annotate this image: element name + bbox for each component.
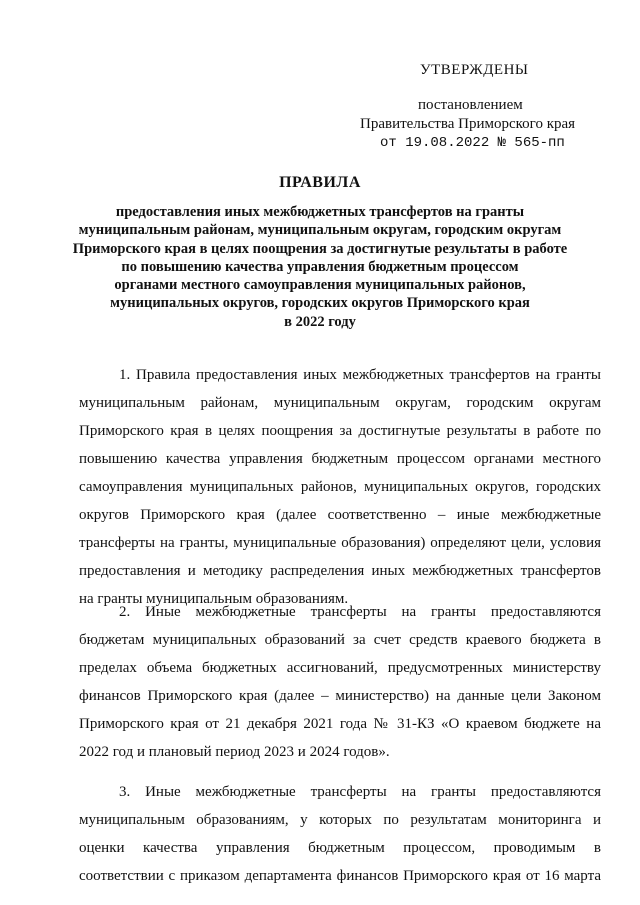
paragraph-line: округов Приморского края (далее соответственно – иные межбюджетные	[79, 507, 601, 523]
paragraph-line: бюджетам муниципальных образований за счет средств краевого бюджета в	[79, 632, 601, 648]
paragraph-line: трансферты на гранты, муниципальные образования) определяют цели, условия	[79, 535, 601, 551]
paragraph-line: 2022 год и плановый период 2023 и 2024 годов».	[79, 744, 390, 760]
approval-government-label: Правительства Приморского края	[360, 116, 576, 132]
subtitle-line: в 2022 году	[284, 313, 356, 330]
subtitle-line: муниципальных округов, городских округов Приморского края	[110, 295, 530, 312]
paragraph-line: на гранты муниципальным образованиям.	[79, 591, 349, 607]
paragraph-line: повышению качества управления бюджетным процессом органами местного	[79, 451, 601, 467]
approval-number: от 19.08.2022 № 565-пп	[380, 135, 565, 151]
paragraph-line: Приморского края в целях поощрения за достигнутые результаты в работе по	[79, 423, 601, 439]
paragraph-line: муниципальным образованиям, у которых по результатам мониторинга и	[79, 812, 601, 828]
approval-resolution-label: постановлением	[418, 97, 523, 113]
paragraph-line: предоставления и методику распределения иных межбюджетных трансфертов	[79, 563, 601, 579]
paragraph-line: пределах объема бюджетных ассигнований, предусмотренных министерству	[79, 660, 601, 676]
subtitle-line: по повышению качества управления бюджетным процессом	[121, 258, 519, 275]
paragraph-line: Приморского края от 21 декабря 2021 года № 31-КЗ «О краевом бюджете на	[79, 716, 601, 732]
document-title: ПРАВИЛА	[279, 174, 361, 191]
paragraph-line: 2. Иные межбюджетные трансферты на гранты предоставляются	[119, 604, 601, 620]
subtitle-line: предоставления иных межбюджетных трансфертов на гранты	[115, 204, 525, 220]
paragraph-line: муниципальным районам, муниципальным округам, городским округам	[79, 395, 601, 411]
subtitle-line: Приморского края в целях поощрения за достигнутые результаты в работе	[72, 240, 568, 257]
paragraph-line: 3. Иные межбюджетные трансферты на гранты предоставляются	[119, 784, 601, 800]
paragraph-line: соответствии с приказом департамента финансов Приморского края от 16 марта	[79, 868, 601, 884]
subtitle-line: муниципальным районам, муниципальным округам, городским округам	[78, 222, 562, 239]
paragraph-line: оценки качества управления бюджетным процессом, проводимым в	[79, 840, 601, 856]
document-subtitle	[70, 203, 570, 331]
approved-label: УТВЕРЖДЕНЫ	[420, 62, 529, 78]
subtitle-line: органами местного самоуправления муниципальных районов,	[114, 277, 526, 294]
paragraph-line: самоуправления муниципальных районов, муниципальных округов, городских	[79, 479, 601, 495]
paragraph-line: 1. Правила предоставления иных межбюджетных трансфертов на гранты	[119, 367, 601, 383]
paragraph-line: финансов Приморского края (далее – министерство) на данные цели Законом	[79, 688, 601, 704]
